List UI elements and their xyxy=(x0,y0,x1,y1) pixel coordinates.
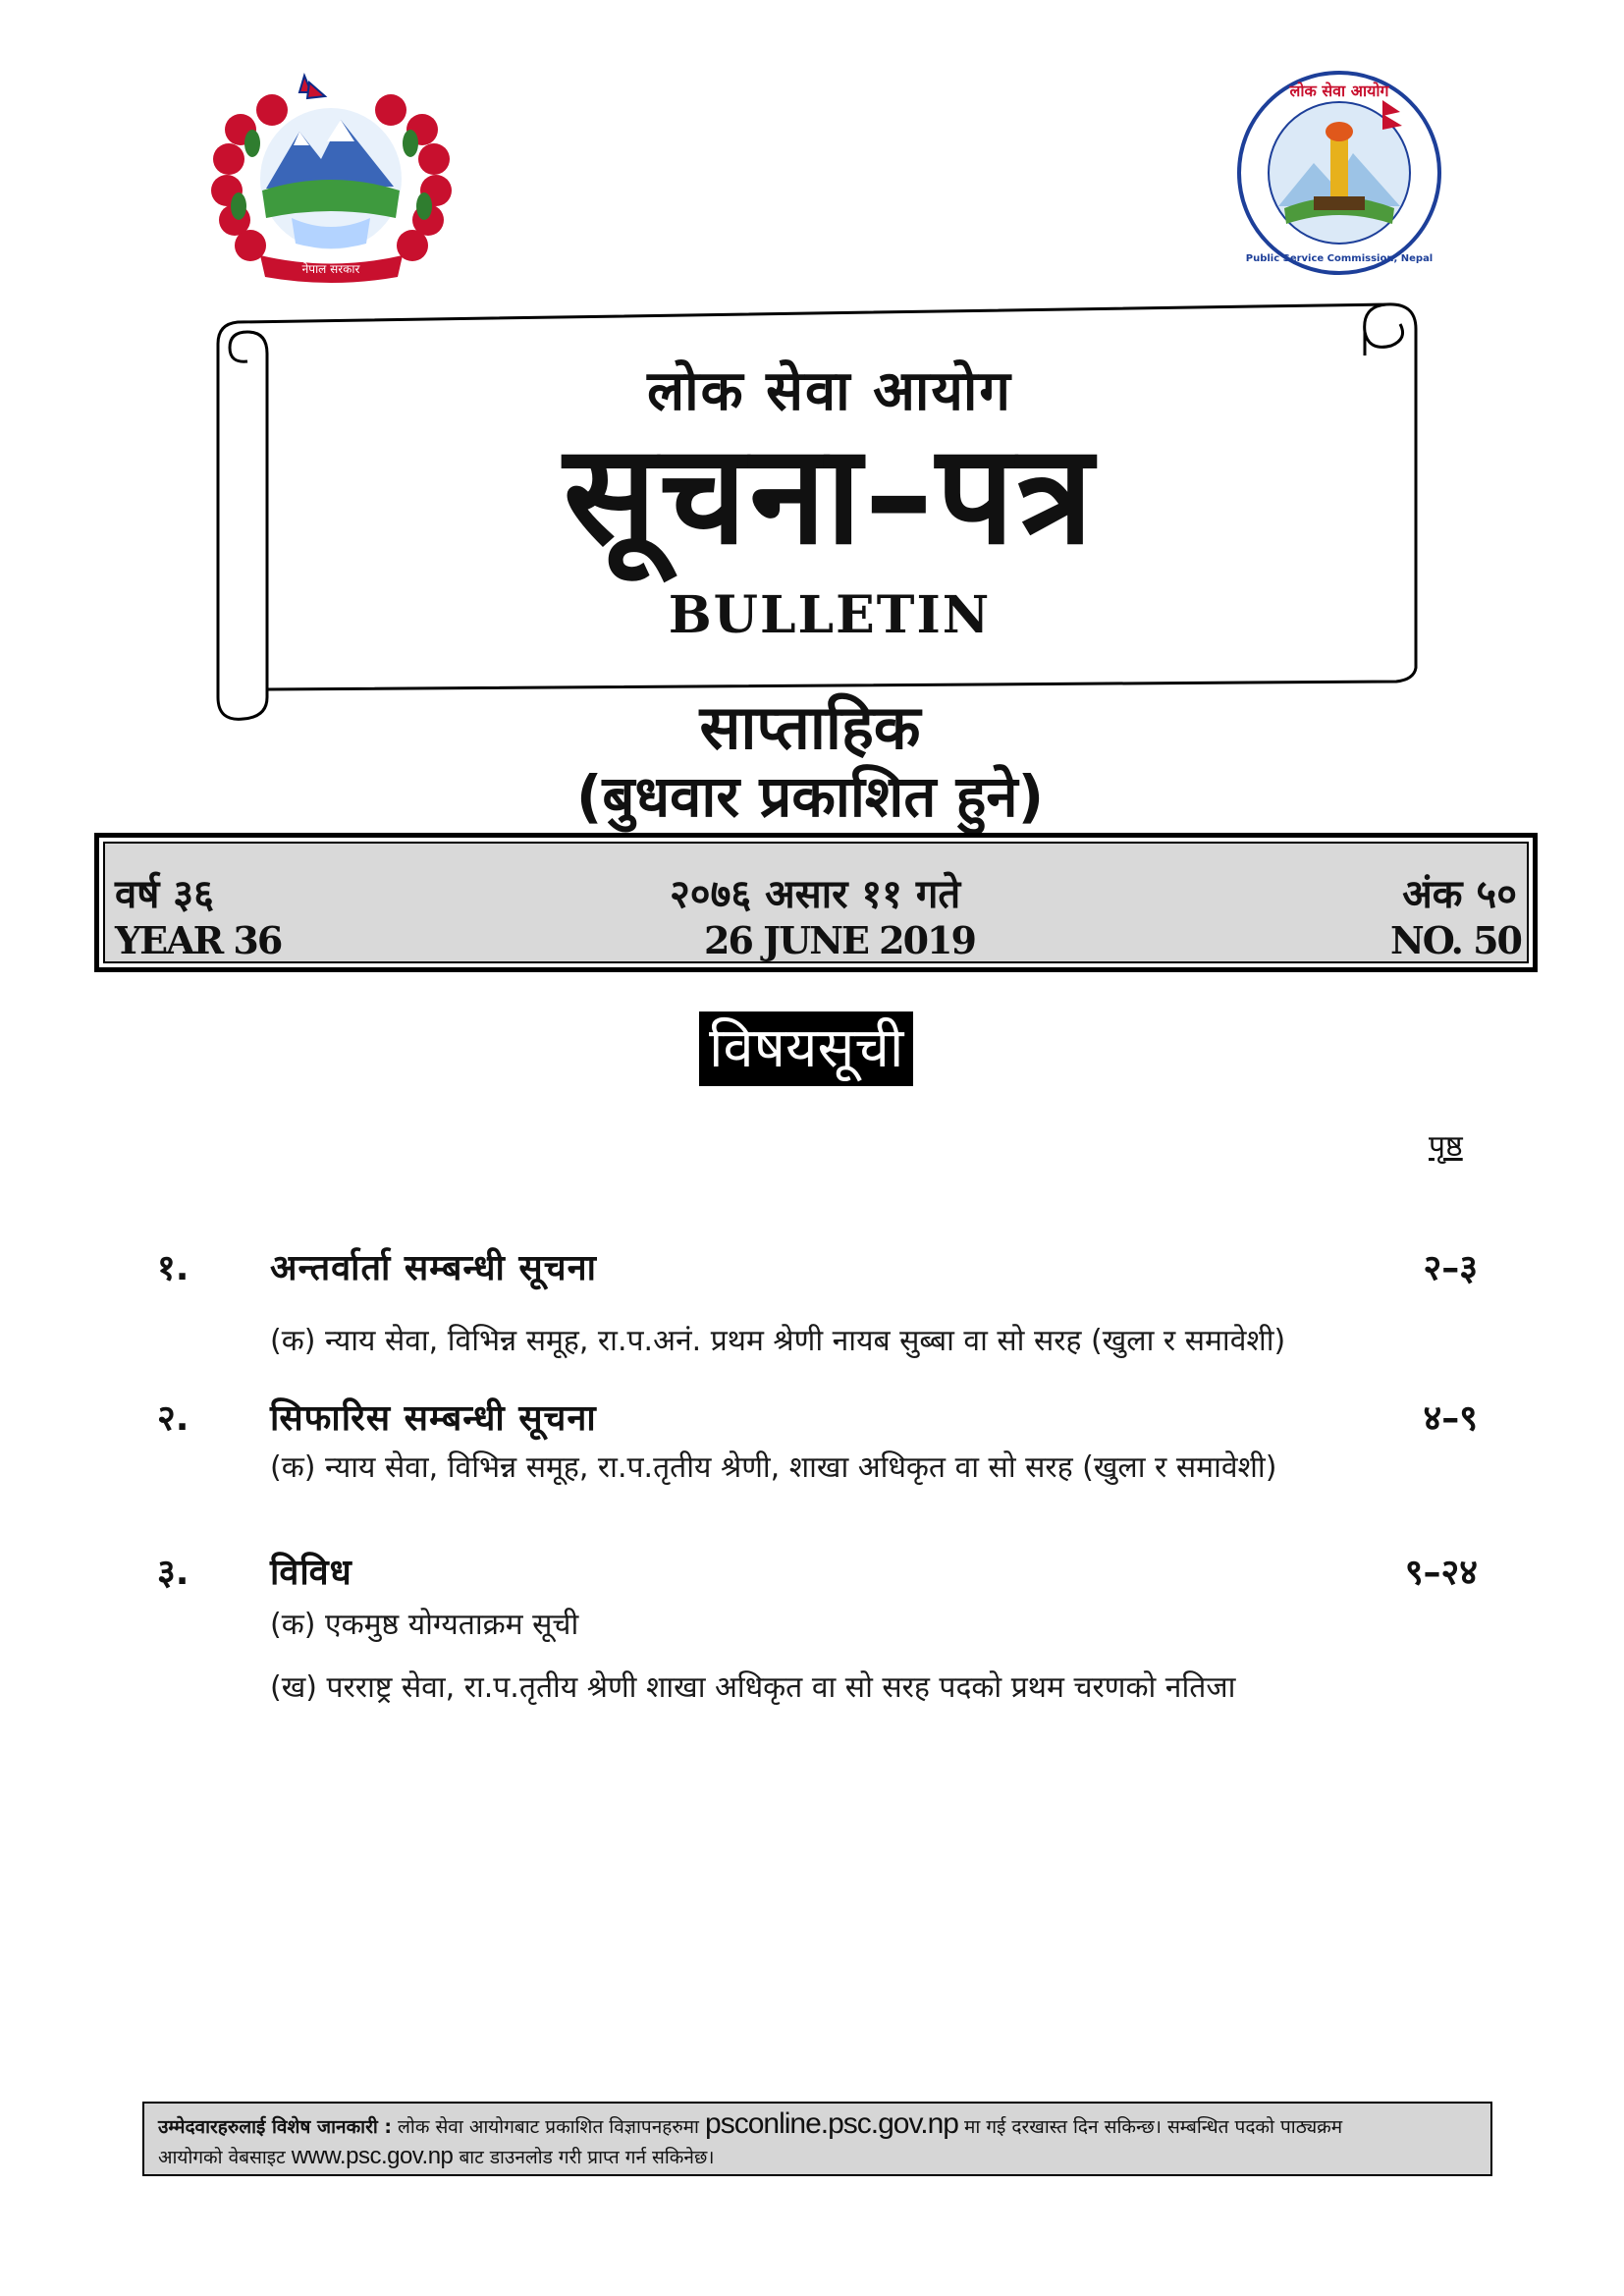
toc-section-2-item-1: (क) न्याय सेवा, विभिन्न समूह, रा.प.तृतीय श्रेणी, शाखा अधिकृत वा सो सरह (खुला र समावेशी) xyxy=(270,1450,1277,1485)
toc-section-3-item-1: (क) एकमुष्ठ योग्यताक्रम सूची xyxy=(270,1608,579,1642)
psc-logo-caption: Public Service Commission, Nepal xyxy=(1245,253,1434,264)
emblem-left-caption: नेपाल सरकार xyxy=(301,262,360,276)
year-np: वर्ष ३६ xyxy=(115,872,214,917)
toc-section-3-number: ३. xyxy=(157,1553,189,1593)
toc-section-3-item-2: (ख) परराष्ट्र सेवा, रा.प.तृतीय श्रेणी शाखा अधिकृत वा सो सरह पदको प्रथम चरणको नतिजा xyxy=(270,1670,1236,1705)
notice-label: उम्मेदवारहरुलाई विशेष जानकारी : xyxy=(158,2116,392,2138)
notice-text-3: आयोगको वेबसाइट xyxy=(158,2147,286,2168)
toc-section-1-pages: २–३ xyxy=(1423,1248,1478,1288)
online-application-link[interactable]: psconline.psc.gov.np xyxy=(705,2107,958,2140)
issue-info-box xyxy=(94,833,1538,972)
toc-section-1-item-1: (क) न्याय सेवा, विभिन्न समूह, रा.प.अनं. प्रथम श्रेणी नायब सुब्बा वा सो सरह (खुला र समावेशी) xyxy=(270,1324,1286,1358)
number-en: NO. 50 xyxy=(1390,918,1521,962)
page-column-label: पृष्ठ xyxy=(1429,1129,1463,1164)
toc-section-2-title: सिफारिस सम्बन्धी सूचना xyxy=(270,1398,597,1439)
toc-section-2-pages: ४–९ xyxy=(1423,1398,1478,1439)
toc-section-3-pages: ९–२४ xyxy=(1404,1553,1478,1593)
date-en: 26 JUNE 2019 xyxy=(704,918,975,962)
notice-text-2: मा गई दरखास्त दिन सकिन्छ। सम्बन्धित पदको पाठ्यक्रम xyxy=(964,2116,1343,2138)
toc-heading: विषयसूची xyxy=(699,1011,913,1086)
nepal-emblem-logo xyxy=(201,71,461,292)
frequency-label: साप्ताहिक xyxy=(699,691,921,763)
notice-text-4: बाट डाउनलोड गरी प्राप्त गर्न सकिनेछ। xyxy=(459,2147,715,2168)
psc-logo xyxy=(1235,69,1443,277)
toc-section-1-title: अन्तर्वार्ता सम्बन्धी सूचना xyxy=(270,1248,597,1288)
publish-day-label: (बुधवार प्रकाशित हुने) xyxy=(575,763,1045,830)
toc-section-1-number: १. xyxy=(157,1248,189,1288)
website-link[interactable]: www.psc.gov.np xyxy=(291,2143,454,2169)
toc-section-2-number: २. xyxy=(157,1398,189,1439)
toc-section-3-title: विविध xyxy=(270,1553,352,1593)
bulletin-title-en: BULLETIN xyxy=(668,585,992,645)
date-np: २०७६ असार ११ गते xyxy=(670,872,961,917)
psc-logo-title: लोक सेवा आयोग xyxy=(1289,82,1389,100)
bulletin-title-np: सूचना–पत्र xyxy=(563,415,1097,575)
candidate-notice xyxy=(142,2102,1492,2176)
year-en: YEAR 36 xyxy=(115,918,282,962)
org-title: लोक सेवा आयोग xyxy=(647,359,1012,423)
notice-text-1: लोक सेवा आयोगबाट प्रकाशित विज्ञापनहरुमा xyxy=(398,2116,699,2138)
number-np: अंक ५० xyxy=(1402,872,1517,917)
